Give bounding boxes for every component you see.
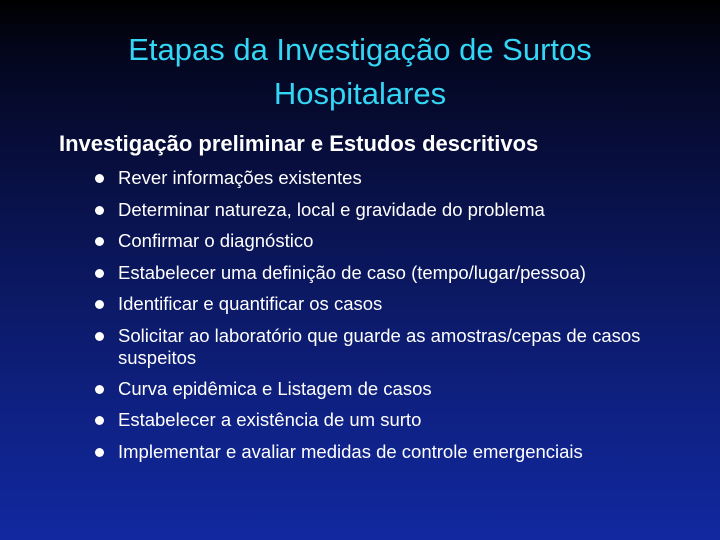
bullet-dot-icon (95, 269, 104, 278)
bullet-item (92, 225, 702, 257)
bullet-dot-icon (95, 385, 104, 394)
bullet-dot-icon (95, 237, 104, 246)
slide-title-line-1: Etapas da Investigação de Surtos (128, 32, 592, 67)
bullet-text: Solicitar ao laboratório que guarde as amostras/cepas de casos suspeitos (118, 324, 641, 368)
bullet-text: Estabelecer a existência de um surto (118, 409, 422, 430)
bullet-item (92, 162, 702, 194)
bullet-dot-icon (95, 416, 104, 425)
bullet-dot-icon (95, 448, 104, 457)
bullet-dot-icon (95, 300, 104, 309)
bullet-item (92, 436, 702, 468)
bullet-list (92, 162, 702, 467)
bullet-text: Estabelecer uma definição de caso (tempo/lugar/pessoa) (118, 261, 586, 283)
section-heading: Investigação preliminar e Estudos descritivos (59, 131, 539, 156)
bullet-item (92, 404, 702, 436)
bullet-item (92, 194, 702, 226)
bullet-text: Implementar e avaliar medidas de controle emergenciais (118, 440, 583, 462)
bullet-text: Determinar natureza, local e gravidade do problema (118, 198, 545, 220)
bullet-item (92, 257, 702, 289)
bullet-item (92, 373, 702, 405)
bullet-dot-icon (95, 174, 104, 183)
bullet-text: Identificar e quantificar os casos (118, 293, 383, 314)
bullet-item (92, 320, 702, 373)
slide-title-line-2: Hospitalares (273, 76, 447, 111)
slide-title (0, 28, 720, 116)
bullet-text: Confirmar o diagnóstico (118, 230, 314, 251)
bullet-item (92, 288, 702, 320)
bullet-dot-icon (95, 206, 104, 215)
bullet-text: Rever informações existentes (118, 167, 362, 188)
bullet-text: Curva epidêmica e Listagem de casos (118, 377, 432, 399)
bullet-dot-icon (95, 332, 104, 341)
